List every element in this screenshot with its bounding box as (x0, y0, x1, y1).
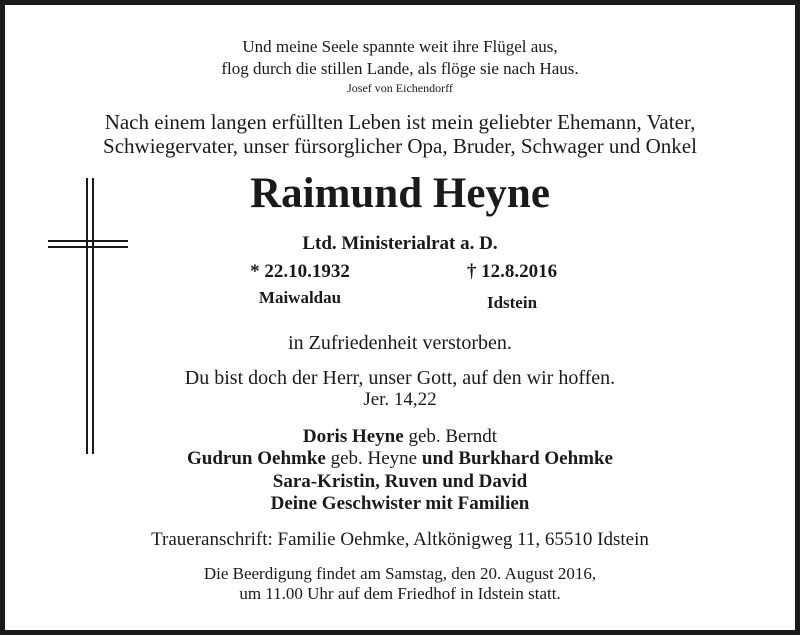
verse-text: Du bist doch der Herr, unser Gott, auf den wir hoffen. (184, 367, 616, 389)
poem-line-1: Und meine Seele spannte weit ihre Flügel aus, (242, 37, 558, 56)
deceased-title: Ltd. Ministerialrat a. D. (302, 233, 498, 254)
deceased-name: Raimund Heyne (250, 170, 550, 217)
mourner-note: geb. Berndt (403, 426, 498, 447)
intro-line-1: Nach einem langen erfüllten Leben ist mein geliebter Ehemann, Vater, (104, 110, 696, 134)
mourner-note: geb. Heyne (325, 448, 422, 469)
poem-line-2: flog durch die stillen Lande, als flöge sie nach Haus. (221, 59, 579, 78)
cross-icon (48, 178, 128, 454)
mourner-row-3: Sara-Kristin, Ruven und David (272, 471, 528, 492)
mourner-row-2 (0, 449, 800, 468)
passed-text: in Zufriedenheit verstorben. (288, 332, 512, 354)
birth-place: Maiwaldau (258, 288, 342, 307)
funeral-line-1: Die Beerdigung findet am Samstag, den 20. August 2016, (203, 564, 597, 583)
birth-date: * 22.10.1932 (250, 261, 350, 282)
mourner-name: Gudrun Oehmke (187, 448, 326, 469)
verse-reference: Jer. 14,22 (363, 389, 437, 410)
mourner-name: Doris Heyne (302, 426, 404, 447)
death-place: Idstein (486, 293, 538, 312)
mourner-row-4: Deine Geschwister mit Familien (270, 493, 530, 514)
mourner-name: und Burkhard Oehmke (421, 448, 613, 469)
funeral-line-2: um 11.00 Uhr auf dem Friedhof in Idstein statt. (239, 584, 561, 603)
mourning-address: Traueranschrift: Familie Oehmke, Altkönigweg 11, 65510 Idstein (151, 529, 649, 550)
intro-line-2: Schwiegervater, unser fürsorglicher Opa, Bruder, Schwager und Onkel (103, 134, 697, 158)
death-date: † 12.8.2016 (466, 261, 558, 282)
poem-author: Josef von Eichendorff (347, 81, 453, 95)
mourner-row-1 (0, 427, 800, 446)
